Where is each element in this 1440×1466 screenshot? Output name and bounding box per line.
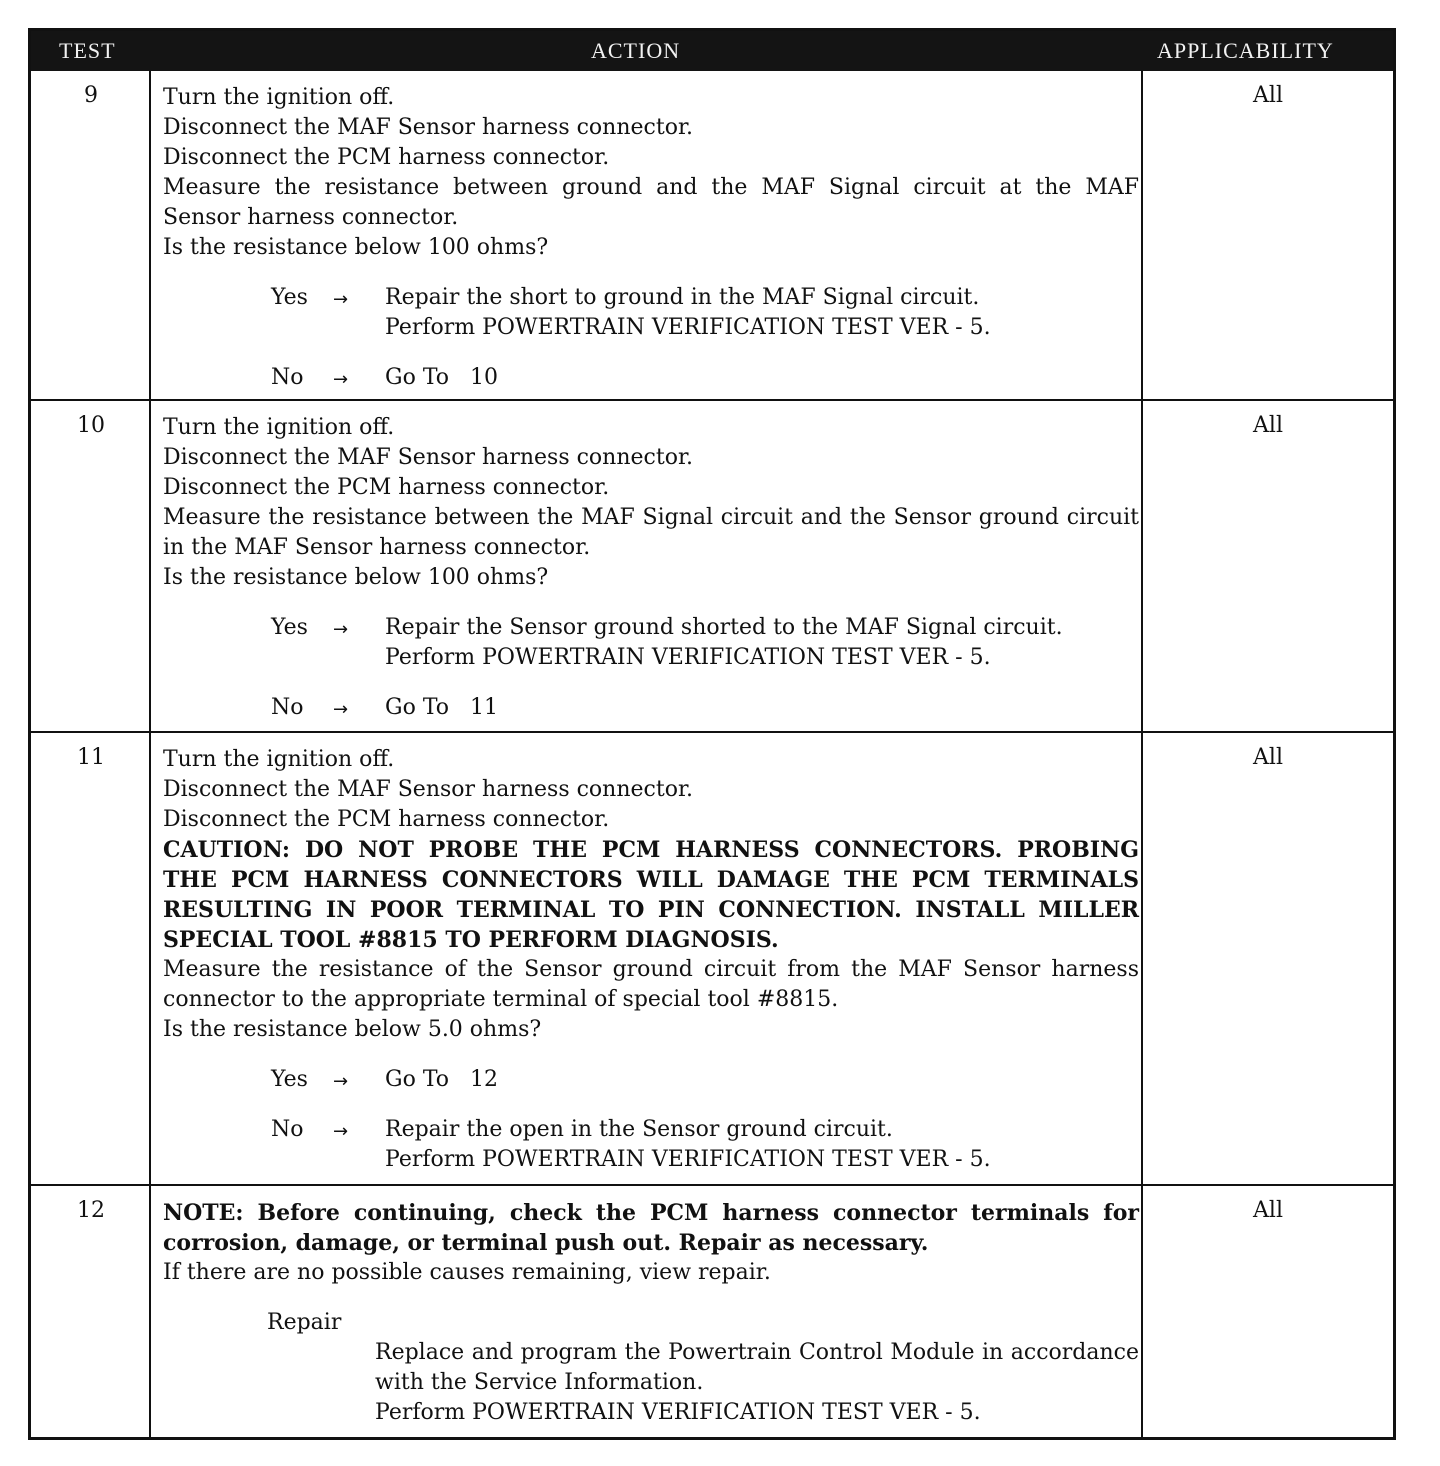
yes-action: Repair the Sensor ground shorted to the MAF Signal circuit. xyxy=(385,615,1063,640)
repair-instructions xyxy=(163,1338,1139,1428)
arrow-icon: → xyxy=(333,1071,349,1092)
arrow-icon: → xyxy=(333,1121,349,1142)
test-number: 12 xyxy=(77,1198,105,1223)
no-action: Go To 11 xyxy=(385,695,498,720)
arrow-icon: → xyxy=(333,369,349,390)
action-line: Measure the resistance of the Sensor ground circuit from the MAF Sensor harness connector to the appropriate terminal of special tool #8815. xyxy=(163,957,1139,1012)
action-line: Disconnect the MAF Sensor harness connector. xyxy=(163,777,694,802)
yes-action: Perform POWERTRAIN VERIFICATION TEST VER - 5. xyxy=(385,645,991,670)
repair-text: Replace and program the Powertrain Control Module in accordance with the Service Information. xyxy=(375,1340,1139,1395)
action-cell xyxy=(163,83,1139,393)
applicability-value: All xyxy=(1253,413,1283,438)
no-action: Go To 10 xyxy=(385,365,498,390)
yes-action: Repair the short to ground in the MAF Signal circuit. xyxy=(385,285,980,310)
yes-response xyxy=(163,1065,1139,1095)
arrow-icon: → xyxy=(333,619,349,640)
action-cell xyxy=(163,413,1139,723)
no-label: No xyxy=(271,1117,304,1142)
action-line: If there are no possible causes remaining, view repair. xyxy=(163,1260,771,1285)
table-row xyxy=(31,1186,1393,1437)
question: Is the resistance below 100 ohms? xyxy=(163,235,549,260)
action-line: Turn the ignition off. xyxy=(163,747,395,772)
yes-label: Yes xyxy=(271,1067,308,1092)
test-number: 11 xyxy=(77,745,105,770)
repair-label: Repair xyxy=(267,1310,342,1335)
header-applicability: APPLICABILITY xyxy=(1157,38,1334,63)
table-header xyxy=(31,31,1393,71)
table-row xyxy=(31,733,1393,1184)
header-test: TEST xyxy=(59,38,116,63)
no-response xyxy=(163,1115,1139,1175)
no-response xyxy=(163,363,1139,393)
test-number: 10 xyxy=(77,413,105,438)
arrow-icon: → xyxy=(333,289,349,310)
action-line: Disconnect the PCM harness connector. xyxy=(163,475,610,500)
yes-action: Perform POWERTRAIN VERIFICATION TEST VER - 5. xyxy=(385,315,991,340)
action-cell xyxy=(163,745,1139,1175)
applicability-value: All xyxy=(1253,83,1283,108)
action-line: Measure the resistance between ground and the MAF Signal circuit at the MAF Sensor harness connector. xyxy=(163,175,1139,230)
table-row xyxy=(31,401,1393,731)
table-row xyxy=(31,71,1393,399)
action-line: Turn the ignition off. xyxy=(163,85,395,110)
caution-text: CAUTION: DO NOT PROBE THE PCM HARNESS CONNECTORS. PROBING THE PCM HARNESS CONNECTORS WILL DAMAGE THE PCM TERMINALS RESULTING IN POOR TERMINAL TO PIN CONNECTION. INSTALL MILLER SPECIAL TOOL #8815 TO PERFORM DIAGNOSIS. xyxy=(163,837,1139,953)
no-response xyxy=(163,693,1139,723)
action-cell xyxy=(163,1198,1139,1428)
no-action: Repair the open in the Sensor ground circuit. xyxy=(385,1117,893,1142)
action-line: Measure the resistance between the MAF Signal circuit and the Sensor ground circuit in the MAF Sensor harness connector. xyxy=(163,505,1139,560)
no-action: Perform POWERTRAIN VERIFICATION TEST VER - 5. xyxy=(385,1147,991,1172)
note-text: NOTE: Before continuing, check the PCM harness connector terminals for corrosion, damage, or terminal push out. Repair as necessary. xyxy=(163,1200,1139,1256)
yes-action: Go To 12 xyxy=(385,1067,498,1092)
applicability-value: All xyxy=(1253,745,1283,770)
diagnostic-table xyxy=(28,28,1396,1440)
header-action: ACTION xyxy=(591,38,681,63)
action-line: Disconnect the MAF Sensor harness connector. xyxy=(163,115,694,140)
action-line: Disconnect the PCM harness connector. xyxy=(163,807,610,832)
yes-label: Yes xyxy=(271,615,308,640)
test-number: 9 xyxy=(84,83,98,108)
no-label: No xyxy=(271,365,304,390)
yes-label: Yes xyxy=(271,285,308,310)
action-line: Disconnect the MAF Sensor harness connector. xyxy=(163,445,694,470)
question: Is the resistance below 5.0 ohms? xyxy=(163,1017,542,1042)
no-label: No xyxy=(271,695,304,720)
yes-response xyxy=(163,283,1139,343)
yes-response xyxy=(163,613,1139,673)
applicability-value: All xyxy=(1253,1198,1283,1223)
repair-perform: Perform POWERTRAIN VERIFICATION TEST VER - 5. xyxy=(375,1400,981,1425)
action-line: Disconnect the PCM harness connector. xyxy=(163,145,610,170)
action-line: Turn the ignition off. xyxy=(163,415,395,440)
question: Is the resistance below 100 ohms? xyxy=(163,565,549,590)
arrow-icon: → xyxy=(333,699,349,720)
